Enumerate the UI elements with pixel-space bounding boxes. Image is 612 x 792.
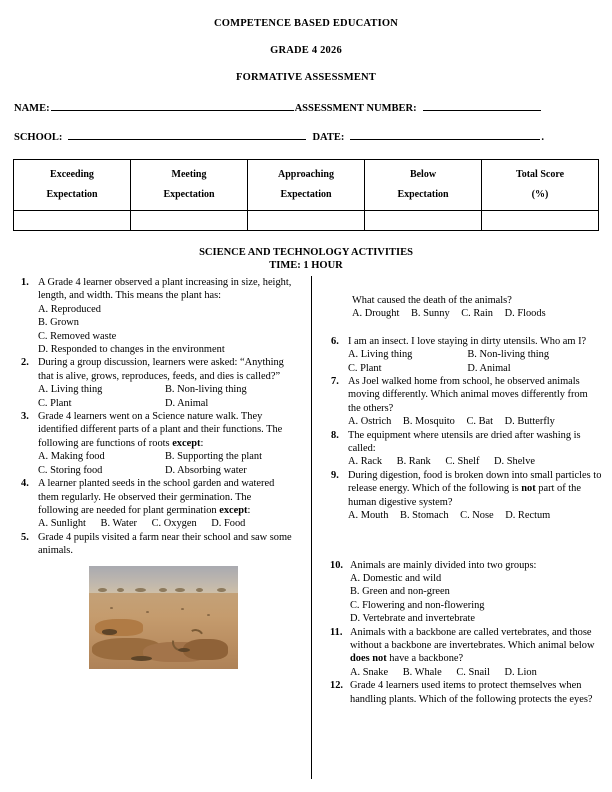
question-3-stem-pre: Grade 4 learners went on a Science nature walk. They identified different parts of a plant and their functions. The following are functions of roots	[38, 411, 283, 449]
question-8	[330, 429, 602, 469]
col-header-line2: Expectation	[280, 189, 332, 200]
photo-tree	[196, 588, 203, 592]
question-9-stem-pre: During digestion, food is broken down into small particles to release energy. Which of the following is	[348, 469, 602, 495]
assessment-number-label: ASSESSMENT NUMBER:	[294, 103, 417, 114]
question-10-stem: Animals are mainly divided into two groups:	[350, 559, 537, 571]
option-c[interactable]: C. Storing food	[38, 464, 103, 476]
question-11-number: 11.	[330, 626, 343, 638]
option-d[interactable]: D. Rectum	[505, 510, 551, 522]
option-c[interactable]: C. Snail	[456, 666, 490, 678]
option-d[interactable]: D. Lion	[504, 666, 537, 678]
question-9-number: 9.	[331, 469, 339, 481]
question-12-body	[350, 679, 602, 706]
option-c[interactable]: C. Removed waste	[38, 330, 117, 342]
question-2-options	[38, 383, 292, 410]
question-5-stem: Grade 4 pupils visited a farm near their school and saw some animals.	[38, 531, 292, 557]
question-4-stem-pre: A learner planted seeds in the school garden and watered them regularly. He observed their germination. The following are needed for plant germination	[38, 478, 275, 516]
option-c[interactable]: C. Plant	[348, 362, 382, 374]
question-12-number: 12.	[330, 680, 343, 692]
option-d[interactable]: D. Shelve	[494, 456, 535, 468]
question-6-stem: I am an insect. I love staying in dirty utensils. Who am I?	[348, 335, 587, 347]
option-a[interactable]: A. Ostrich	[348, 416, 392, 428]
question-9-body	[348, 469, 602, 523]
question-1-body	[38, 276, 292, 356]
question-9-options	[348, 509, 602, 522]
question-7-body	[348, 375, 602, 429]
student-info-fields	[0, 101, 612, 143]
option-c[interactable]: C. Nose	[460, 510, 494, 522]
score-col-meeting-expectation	[131, 160, 248, 211]
question-5-sub-stem: What caused the death of the animals?	[352, 295, 512, 306]
question-6-body	[348, 335, 602, 375]
option-b[interactable]: B. Mosquito	[402, 416, 455, 428]
date-input-rule[interactable]	[350, 130, 540, 140]
subject-time-allocation: TIME: 1 HOUR	[269, 260, 343, 271]
score-table-container	[0, 159, 612, 231]
subject-heading	[0, 246, 612, 272]
col-header-line2: (%)	[531, 189, 549, 200]
question-11-stem-pre: Animals with a backbone are called vertebrates, and those without a backbone are invertebrates. Which animal below	[350, 626, 595, 651]
question-9	[330, 469, 602, 523]
header-line-grade-year: GRADE 4 2026	[270, 45, 342, 56]
question-1-number: 1.	[21, 277, 29, 288]
question-11-body	[350, 626, 602, 680]
date-label: DATE:	[312, 132, 345, 143]
question-6-options	[348, 348, 602, 375]
question-4-body	[38, 477, 292, 531]
option-d[interactable]: D. Butterfly	[504, 416, 555, 428]
option-a[interactable]: A. Sunlight	[38, 518, 86, 530]
photo-tree	[175, 588, 185, 592]
question-12	[330, 679, 602, 706]
question-4-stem-emphasis: except	[219, 504, 248, 516]
option-b[interactable]: B. Sunny	[410, 308, 450, 320]
school-and-date-row	[14, 130, 598, 143]
col-header-line1: Exceeding	[50, 169, 94, 180]
question-10-body	[350, 559, 602, 626]
question-7-number: 7.	[331, 376, 339, 388]
col-header-line2: Expectation	[163, 189, 215, 200]
option-b[interactable]: B. Supporting the plant	[165, 451, 262, 463]
question-1-options	[38, 303, 292, 357]
school-input-rule[interactable]	[68, 130, 306, 140]
score-table-value-row	[14, 211, 599, 231]
option-d[interactable]: D. Animal	[165, 397, 209, 409]
score-table	[13, 159, 599, 231]
option-c[interactable]: C. Bat	[466, 416, 494, 428]
score-cell-below[interactable]	[365, 211, 482, 231]
score-cell-meeting[interactable]	[131, 211, 248, 231]
option-b[interactable]: B. Whale	[402, 666, 442, 678]
question-1	[20, 276, 292, 356]
option-a[interactable]: A. Mouth	[348, 510, 389, 522]
col-header-line1: Below	[409, 169, 437, 180]
question-5-options	[352, 307, 602, 320]
option-a[interactable]: A. Drought	[352, 308, 400, 320]
column-divider-rule	[311, 276, 312, 779]
question-10	[330, 559, 602, 626]
photo-ground-speck	[207, 614, 210, 616]
photo-tree	[159, 588, 167, 592]
question-2	[20, 356, 292, 410]
option-a[interactable]: A. Snake	[350, 666, 389, 678]
photo-tree	[117, 588, 124, 592]
question-7-stem: As Joel walked home from school, he observed animals moving differently. Which animal moves differently from the others?	[348, 376, 588, 414]
column-gap-spacer	[330, 523, 602, 559]
photo-shadow	[102, 629, 117, 634]
assessment-number-input-rule[interactable]	[423, 101, 541, 111]
question-5-sub-question	[352, 294, 602, 321]
question-6	[330, 335, 602, 375]
question-10-number: 10.	[330, 559, 343, 571]
trailing-period: .	[541, 132, 544, 143]
option-d[interactable]: D. Floods	[504, 308, 546, 320]
score-cell-exceeding[interactable]	[14, 211, 131, 231]
question-8-stem: The equipment where utensils are dried after washing is called:	[348, 429, 581, 455]
question-4-number: 4.	[21, 478, 29, 490]
question-6-number: 6.	[331, 335, 339, 347]
question-3-stem-emphasis: except	[172, 437, 201, 449]
question-3-options	[38, 450, 292, 477]
question-4-stem-post: :	[247, 504, 251, 516]
question-3	[20, 410, 292, 477]
question-3-stem-post: :	[200, 437, 204, 449]
name-label: NAME:	[14, 103, 50, 114]
col-header-line1: Approaching	[278, 169, 334, 180]
option-c[interactable]: C. Rain	[461, 308, 494, 320]
option-d[interactable]: D. Animal	[467, 362, 511, 374]
option-c[interactable]: C. Flowering and non-flowering	[350, 599, 485, 611]
score-cell-total[interactable]	[482, 211, 599, 231]
document-header	[0, 0, 612, 83]
option-d[interactable]: D. Responded to changes in the environment	[38, 344, 225, 356]
score-col-approaching-expectation	[248, 160, 365, 211]
question-4	[20, 477, 292, 531]
question-12-stem: Grade 4 learners used items to protect themselves when handling plants. Which of the following protects the eyes?	[350, 680, 593, 705]
option-b[interactable]: B. Non-living thing	[467, 349, 550, 361]
option-b[interactable]: B. Green and non-green	[350, 586, 450, 598]
name-input-rule[interactable]	[51, 101, 294, 111]
question-11-stem	[350, 626, 602, 666]
left-question-column	[20, 276, 292, 669]
option-b[interactable]: B. Rank	[396, 456, 431, 468]
question-9-stem-emphasis: not	[521, 483, 536, 495]
question-1-stem: A Grade 4 learner observed a plant increasing in size, height, length, and width. This means the plant has:	[38, 277, 292, 302]
option-b[interactable]: B. Grown	[38, 317, 79, 329]
option-a[interactable]: A. Making food	[38, 451, 105, 463]
photo-tree	[98, 588, 107, 592]
score-table-header-row	[14, 160, 599, 211]
question-11-options	[350, 666, 602, 679]
option-d[interactable]: D. Absorbing water	[165, 464, 247, 476]
question-5-body	[38, 531, 292, 558]
question-4-stem	[38, 477, 292, 517]
option-c[interactable]: C. Oxygen	[151, 518, 197, 530]
score-cell-approaching[interactable]	[248, 211, 365, 231]
col-header-line1: Meeting	[171, 169, 207, 180]
subject-title: SCIENCE AND TECHNOLOGY ACTIVITIES	[199, 247, 413, 258]
question-5-number: 5.	[21, 531, 29, 543]
question-3-stem	[38, 410, 292, 450]
option-a[interactable]: A. Domestic and wild	[350, 572, 442, 584]
questions-area	[0, 276, 612, 780]
question-10-options	[350, 572, 602, 626]
option-a[interactable]: A. Rack	[348, 456, 383, 468]
option-a[interactable]: A. Reproduced	[38, 303, 101, 315]
score-col-exceeding-expectation	[14, 160, 131, 211]
question-3-body	[38, 410, 292, 477]
question-8-body	[348, 429, 602, 469]
question-2-stem: During a group discussion, learners were asked: “Anything that is alive, grows, reproduces, feeds, and dies is called?”	[38, 357, 284, 382]
option-c[interactable]: C. Shelf	[445, 456, 480, 468]
question-7-options	[348, 415, 602, 428]
question-11	[330, 626, 602, 680]
option-c[interactable]: C. Plant	[38, 397, 72, 409]
photo-ground-speck	[110, 607, 113, 609]
photo-tree	[217, 588, 226, 592]
school-label: SCHOOL:	[14, 132, 63, 143]
option-b[interactable]: B. Non-living thing	[165, 384, 247, 396]
right-question-column	[330, 276, 602, 706]
score-col-total-score	[482, 160, 599, 211]
question-3-number: 3.	[21, 411, 29, 423]
option-a[interactable]: A. Living thing	[38, 384, 103, 396]
photo-tree-line	[89, 588, 238, 596]
name-and-assessment-number-row	[14, 101, 598, 114]
question-9-stem-post: part of the human digestive system?	[348, 483, 581, 508]
question-8-number: 8.	[331, 429, 339, 441]
option-a[interactable]: A. Living thing	[348, 349, 413, 361]
col-header-line2: Expectation	[397, 189, 449, 200]
question-11-stem-emphasis: does not	[350, 653, 387, 665]
question-5	[20, 531, 292, 558]
question-7	[330, 375, 602, 429]
option-d[interactable]: D. Vertebrate and invertebrate	[350, 613, 476, 625]
question-11-stem-post: have a backbone?	[386, 653, 464, 665]
col-header-line2: Expectation	[46, 189, 98, 200]
header-line-assessment-type: FORMATIVE ASSESSMENT	[235, 72, 377, 83]
photo-ground-speck	[146, 611, 149, 613]
option-b[interactable]: B. Stomach	[400, 510, 449, 522]
question-5-image-container	[89, 566, 292, 669]
option-b[interactable]: B. Water	[100, 518, 138, 530]
col-header-line1: Total Score	[515, 169, 565, 180]
question-2-number: 2.	[21, 357, 29, 369]
option-d[interactable]: D. Food	[211, 518, 246, 530]
drought-dead-cattle-photo	[89, 566, 238, 669]
question-8-options	[348, 455, 602, 468]
header-line-institution: COMPETENCE BASED EDUCATION	[213, 18, 399, 29]
question-9-stem	[348, 469, 602, 509]
question-4-options	[38, 517, 292, 530]
question-2-body	[38, 356, 292, 410]
score-col-below-expectation	[365, 160, 482, 211]
photo-tree	[135, 588, 146, 592]
